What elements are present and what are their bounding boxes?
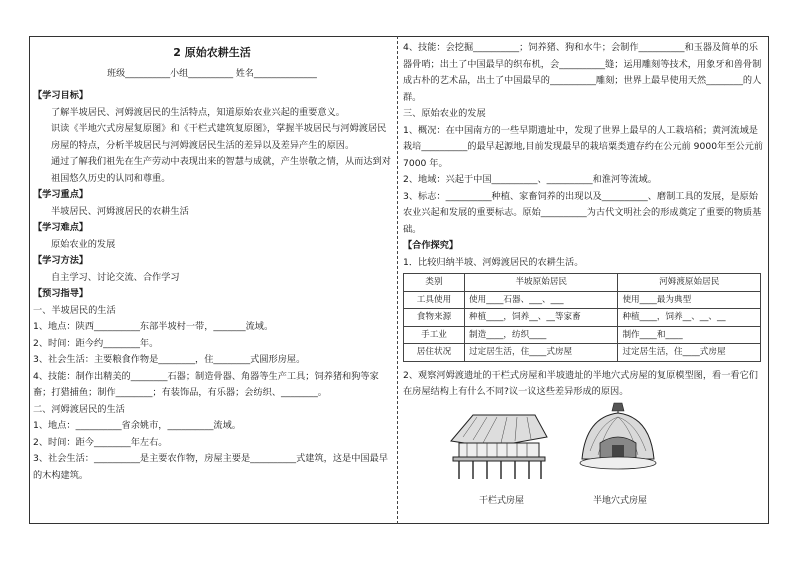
text-line: 1、地点：__________省余姚市，__________流域。 [33,420,241,431]
stilt-house-caption: 干栏式房屋 [479,495,525,506]
text-line: 半坡居民、河姆渡居民的农耕生活 [51,205,189,217]
comparison-table [403,273,761,362]
text-line: 识读《半地穴式房屋复原图》和《干栏式建筑复原图》，掌握半坡居民与河姆渡居民房屋的特点，分析半坡居民与河姆渡居民生活的差异以及差异产生的原因。 [51,123,387,151]
text-line: 3、社会生活：__________是主要农作物，房屋主要是__________式建筑，这是中国最早的木构建筑。 [33,453,388,481]
text-line: 1、概况：在中国南方的一些早期遗址中，发现了世界上最早的人工栽培稻；黄河流域是栽培__________的最早起源地,目前发现最早的栽培粟类遗存约在公元前 9000年至公元前 7000 年。 [403,124,763,169]
table-header-row [404,274,761,292]
table-cell: 种植____，饲养__、__、__ [618,309,761,327]
right-column [403,40,765,519]
right-content [403,40,765,271]
text-line: 2、地域：兴起于中国__________、__________和淮河等流域。 [403,174,657,185]
table-cell: 使用____最为典型 [618,291,761,309]
section-heading: 【学习方法】 [33,255,89,266]
stilt-house-image [443,407,553,487]
lesson-title: 2 原始农耕生活 [173,46,251,59]
house-figures [403,401,765,519]
section-heading: 【预习指导】 [33,288,89,299]
column-divider [397,36,398,524]
table-cell: 制作____和____ [618,326,761,344]
pit-house-caption: 半地穴式房屋 [593,495,648,506]
text-line: 3、社会生活：主要粮食作物是________，住________式圆形房屋。 [33,354,306,365]
table-header: 类别 [404,274,465,292]
text-line: 二、河姆渡居民的生活 [33,403,125,415]
text-line: 4、技能：会挖掘__________；饲养猪、狗和水牛；会制作__________和玉器及简单的乐器骨哨；出土了中国最早的织布机，会__________缝；运用雕刻等技术，用象牙和兽骨制成古朴的艺术品，出土了中国最早的__________雕刻；世界上最早使用天然________的人群。 [403,42,762,103]
table-cell: 制造____，纺织____ [465,326,618,344]
table-cell: 过定居生活，住____式房屋 [465,344,618,362]
section-heading: 【学习难点】 [33,222,89,233]
pit-house-image [578,401,658,487]
section-heading: 【学习重点】 [33,189,89,200]
section-heading: 【学习目标】 [33,90,89,101]
table-row [404,291,761,309]
table-header: 河姆渡原始居民 [618,274,761,292]
text-line: 3、标志：__________种植、家畜饲养的出现以及__________、磨制工具的发展，是原始农业兴起和发展的重要标志。原始__________为古代文明社会的形成奠定了重要的物质基础。 [403,190,762,235]
table-row [404,309,761,327]
question-2: 2、观察河姆渡遗址的干栏式房屋和半坡遗址的半地穴式房屋的复原模型图，看一看它们在房屋结构上有什么不同?议一议这些差异形成的原因。 [403,369,758,397]
table-cell: 居住状况 [404,344,465,362]
text-line: 2、时间：距今约________年。 [33,337,159,349]
text-line: 自主学习、讨论交流、合作学习 [51,271,180,283]
table-header: 半坡原始居民 [465,274,618,292]
text-line: 原始农业的发展 [51,238,116,250]
left-column [33,40,391,484]
text-line: 2、时间：距今________年左右。 [33,436,168,448]
table-cell: 工具使用 [404,291,465,309]
student-info-line: 班级__________小组__________ 姓名______________ [107,69,317,79]
text-line: 三、原始农业的发展 [403,108,486,119]
text-line: 1．比较归纳半坡、河姆渡居民的农耕生活。 [403,256,584,268]
section-heading: 【合作探究】 [403,240,459,251]
text-line: 1、地点：陕西__________东部半坡村一带，_______流域。 [33,321,274,332]
table-row [404,326,761,344]
text-line: 一、半坡居民的生活 [33,304,116,316]
text-line: 4、技能：制作出精美的________石器；制造骨器、角器等生产工具；饲养猪和狗等家畜；打猎捕鱼；制作________；有装饰品，有乐器；会纺织、________。 [33,370,379,398]
table-cell: 种植____，饲养__、__等家畜 [465,309,618,327]
left-content [33,88,391,484]
text-line: 了解半坡居民、河姆渡居民的生活特点，知道原始农业兴起的重要意义。 [51,106,345,118]
table-cell: 过定居生活，住____式房屋 [618,344,761,362]
table-cell: 食物来源 [404,309,465,327]
table-cell: 手工业 [404,326,465,344]
table-row [404,344,761,362]
text-line: 通过了解我们祖先在生产劳动中表现出来的智慧与成就，产生崇敬之情，从而达到对祖国悠久历史的认同和尊重。 [51,156,391,184]
table-cell: 使用____石器、___、___ [465,291,618,309]
